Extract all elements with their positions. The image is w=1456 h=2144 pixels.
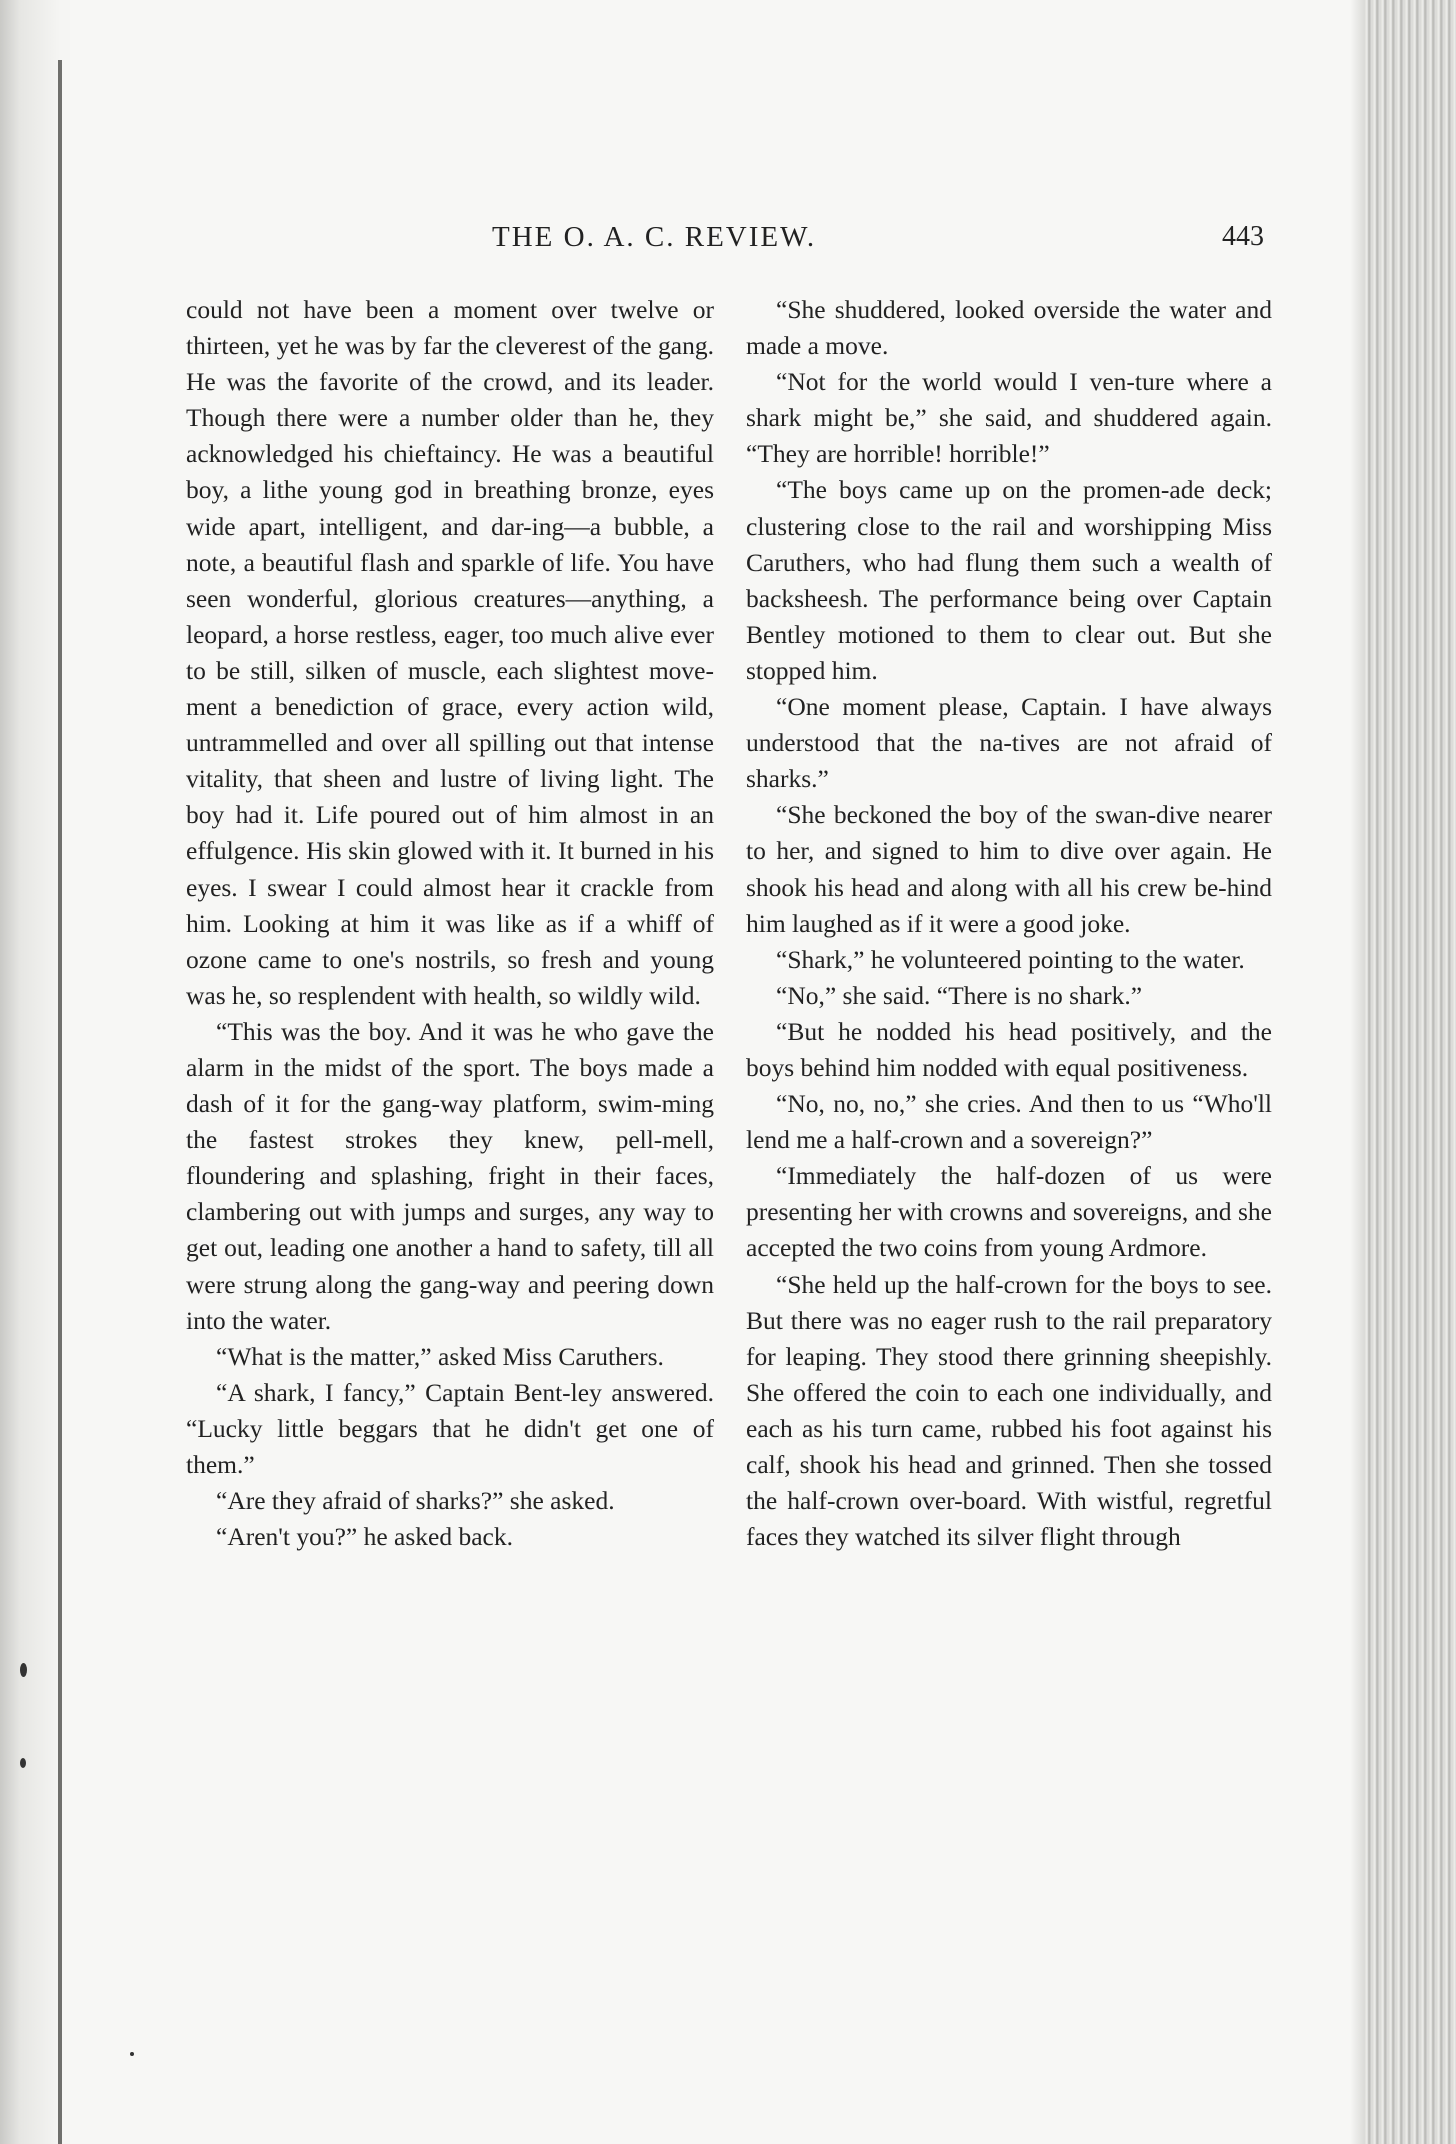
paragraph: “The boys came up on the promen-ade deck; clustering close to the rail and worshipping Miss Caruthers, who had flung them such a wealth of backsheesh. The performance being over Captain Bentley motioned to them to clear out. But she stopped him. — [746, 475, 1272, 685]
paragraph: “This was the boy. And it was he who gave the alarm in the midst of the sport. The boys made a dash of it for the gang-way platform, swim-ming the fastest strokes they knew, pell-mell, floundering and splashing, fright in their faces, clambering out with jumps and surges, any way to get out, leading one another a hand to safety, till all were strung along the gang-way and peering down into the water. — [186, 1016, 714, 1335]
paragraph: “She beckoned the boy of the swan-dive nearer to her, and signed to him to dive over again. He shook his head and along with all his crew be-hind him laughed as if it were a good joke. — [746, 800, 1272, 938]
binding-mark — [20, 1663, 27, 1677]
running-head: THE O. A. C. REVIEW. — [492, 221, 817, 253]
paragraph: “One moment please, Captain. I have always understood that the na-tives are not afraid of sharks.” — [746, 692, 1272, 794]
left-column — [186, 292, 714, 1555]
paragraph: “What is the matter,” asked Miss Caruthers. — [216, 1341, 664, 1371]
paragraph: “No,” she said. “There is no shark.” — [776, 980, 1143, 1010]
binding-gutter-line — [58, 60, 62, 2144]
paragraph: “Immediately the half-dozen of us were presenting her with crowns and sovereigns, and she accepted the two coins from young Ardmore. — [746, 1161, 1272, 1263]
paragraph: “Shark,” he volunteered pointing to the water. — [776, 944, 1245, 974]
page-header — [180, 221, 1272, 261]
paragraph: “She held up the half-crown for the boys to see. But there was no eager rush to the rail preparatory for leaping. They stood there grinning sheepishly. She offered the coin to each one individually, and each as his turn came, rubbed his foot against his calf, shook his head and grinned. Then she tossed the half-crown over-board. With wistful, regretful faces they watched its silver flight through — [746, 1269, 1272, 1552]
page-edges — [1364, 0, 1456, 2144]
stray-dot — [130, 2052, 134, 2056]
paragraph: “A shark, I fancy,” Captain Bent-ley answered. “Lucky little beggars that he didn't get one of them.” — [186, 1377, 714, 1479]
paragraph: “She shuddered, looked overside the water and made a move. — [746, 295, 1272, 361]
page-edge-shadow — [1350, 0, 1364, 2144]
paragraph: “Not for the world would I ven-ture where a shark might be,” she said, and shuddered again. “They are horrible! horrible!” — [746, 367, 1272, 469]
paragraph: “But he nodded his head positively, and the boys behind him nodded with equal positiveness. — [746, 1016, 1272, 1082]
paragraph: “No, no, no,” she cries. And then to us “Who'll lend me a half-crown and a sovereign?” — [746, 1089, 1272, 1155]
page-number: 443 — [1222, 221, 1264, 252]
paragraph: “Are they afraid of sharks?” she asked. — [216, 1486, 615, 1516]
right-column — [746, 292, 1272, 1555]
paragraph: “Aren't you?” he asked back. — [216, 1522, 513, 1552]
paragraph: could not have been a moment over twelve or thirteen, yet he was by far the cleverest of the gang. He was the favorite of the crowd, and its leader. Though there were a number older than he, they acknowledged his chieftaincy. He was a beautiful boy, a lithe young god in breathing bronze, eyes wide apart, intelligent, and dar-ing—a bubble, a note, a beautiful flash and sparkle of life. You have seen wonderful, glorious creatures—anything, a leopard, a horse restless, eager, too much alive ever to be still, silken of muscle, each slightest move-ment a benediction of grace, every action wild, untrammelled and over all spilling out that intense vitality, that sheen and lustre of living light. The boy had it. Life poured out of him almost in an effulgence. His skin glowed with it. It burned in his eyes. I swear I could almost hear it crackle from him. Looking at him it was like as if a whiff of ozone came to one's nostrils, so fresh and young was he, so resplendent with health, so wildly wild. — [186, 295, 714, 1010]
binding-mark — [20, 1758, 26, 1768]
